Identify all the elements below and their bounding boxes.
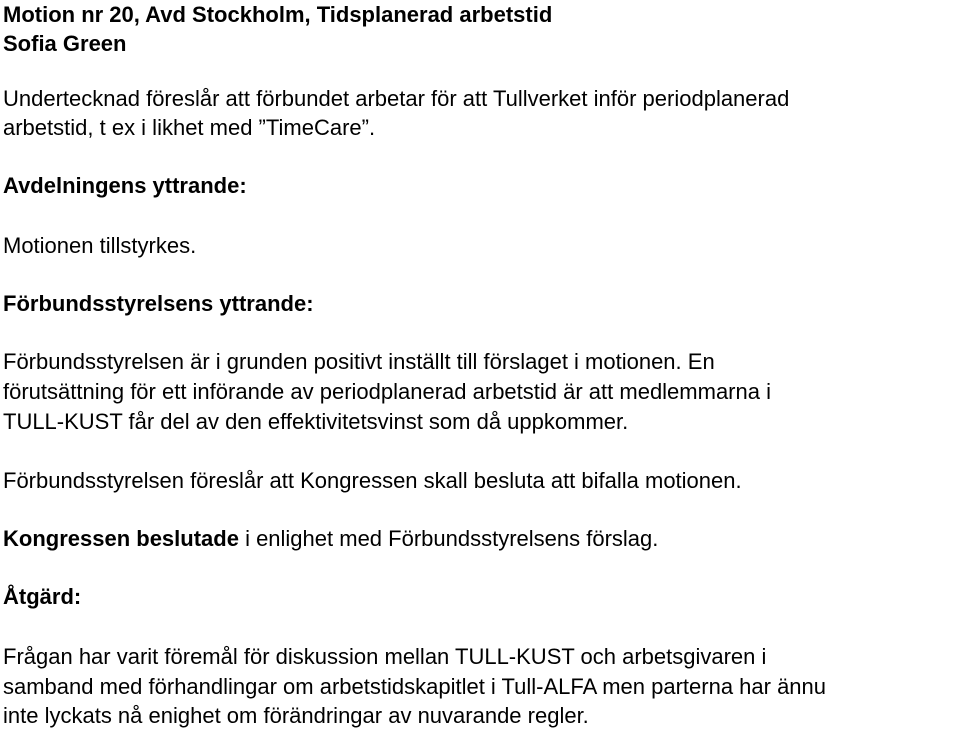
forbund-p1-line-1: Förbundsstyrelsen är i grunden positivt inställt till förslaget i motionen. En (3, 349, 715, 374)
forbund-heading: Förbundsstyrelsens yttrande: (3, 291, 314, 316)
motion-text-line-2: arbetstid, t ex i likhet med ”TimeCare”. (3, 115, 376, 140)
beslut-line (3, 524, 658, 554)
atgard-line-1: Frågan har varit föremål för diskussion mellan TULL-KUST och arbetsgivaren i (3, 644, 767, 669)
document-title: Motion nr 20, Avd Stockholm, Tidsplanerad arbetstid (3, 2, 553, 27)
atgard-line-2: samband med förhandlingar om arbetstidskapitlet i Tull-ALFA men parterna har ännu (3, 674, 827, 699)
forbund-p1-line-3: TULL-KUST får del av den effektivitetsvinst som då uppkommer. (3, 409, 629, 434)
author-name: Sofia Green (3, 31, 127, 56)
avdelning-heading: Avdelningens yttrande: (3, 173, 247, 198)
beslut-rest: i enlighet med Förbundsstyrelsens förslag. (238, 526, 659, 551)
atgard-line-3: inte lyckats nå enighet om förändringar av nuvarande regler. (3, 703, 589, 728)
forbund-p1-line-2: förutsättning för ett införande av periodplanerad arbetstid är att medlemmarna i (3, 379, 771, 404)
atgard-heading: Åtgärd: (3, 584, 82, 609)
avdelning-text: Motionen tillstyrkes. (3, 233, 197, 258)
forbund-p2: Förbundsstyrelsen föreslår att Kongressen skall besluta att bifalla motionen. (3, 468, 742, 493)
beslut-bold: Kongressen beslutade (3, 526, 239, 551)
motion-text-line-1: Undertecknad föreslår att förbundet arbetar för att Tullverket inför periodplanerad (3, 86, 790, 111)
